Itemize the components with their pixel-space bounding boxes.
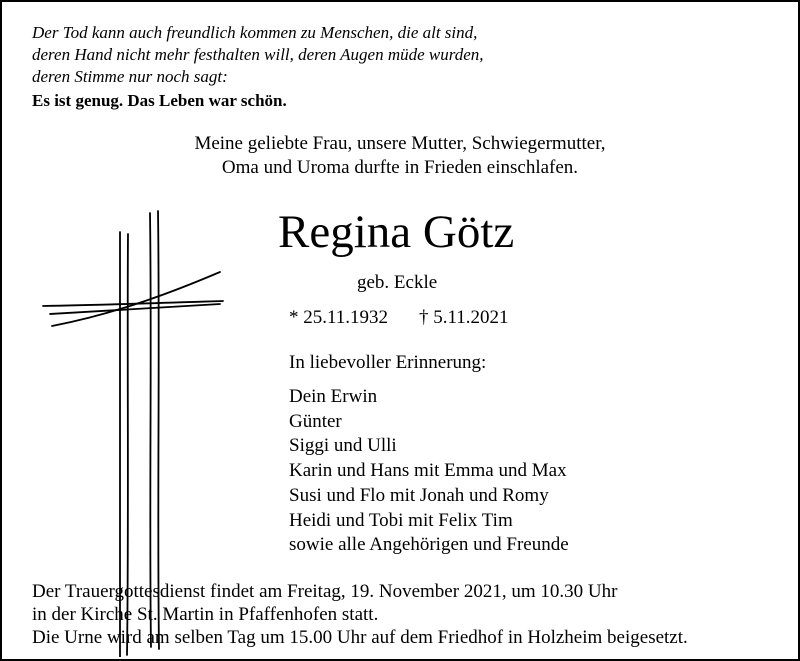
mourner-item: Günter — [289, 410, 342, 432]
mourner-list — [289, 385, 569, 558]
intro-line-2: Oma und Uroma durfte in Frieden einschlafen. — [221, 157, 579, 178]
poem-line-3: deren Stimme nur noch sagt: — [32, 67, 228, 86]
mourner-item: Dein Erwin — [289, 386, 378, 407]
mourner-item: Heidi und Tobi mit Felix Tim — [289, 509, 513, 531]
intro-line-1: Meine geliebte Frau, unsere Mutter, Schwiegermutter, — [194, 133, 606, 154]
birth-date: * 25.11.1932 — [289, 307, 389, 328]
poem-closing: Es ist genug. Das Leben war schön. — [32, 91, 287, 110]
mourner-item: Karin und Hans mit Emma und Max — [289, 460, 567, 482]
cross-stroke — [52, 272, 220, 326]
mourner-item: sowie alle Angehörigen und Freunde — [289, 534, 569, 556]
poem-line-2: deren Hand nicht mehr festhalten will, deren Augen müde wurden, — [32, 45, 484, 64]
mourner-item: Siggi und Ulli — [289, 435, 397, 457]
birth-name: geb. Eckle — [357, 272, 438, 293]
service-line-2: in der Kirche St. Martin in Pfaffenhofen statt. — [32, 604, 379, 625]
service-line-1: Der Trauergottesdienst findet am Freitag, 19. November 2021, um 10.30 Uhr — [32, 581, 618, 602]
deceased-name: Regina Götz — [278, 206, 515, 258]
memory-heading: In liebevoller Erinnerung: — [289, 352, 487, 373]
service-line-3: Die Urne wird am selben Tag um 15.00 Uhr auf dem Friedhof in Holzheim beigesetzt. — [32, 627, 688, 648]
death-date: † 5.11.2021 — [419, 307, 509, 328]
mourner-item: Susi und Flo mit Jonah und Romy — [289, 484, 549, 506]
poem-line-1: Der Tod kann auch freundlich kommen zu Menschen, die alt sind, — [32, 23, 478, 42]
